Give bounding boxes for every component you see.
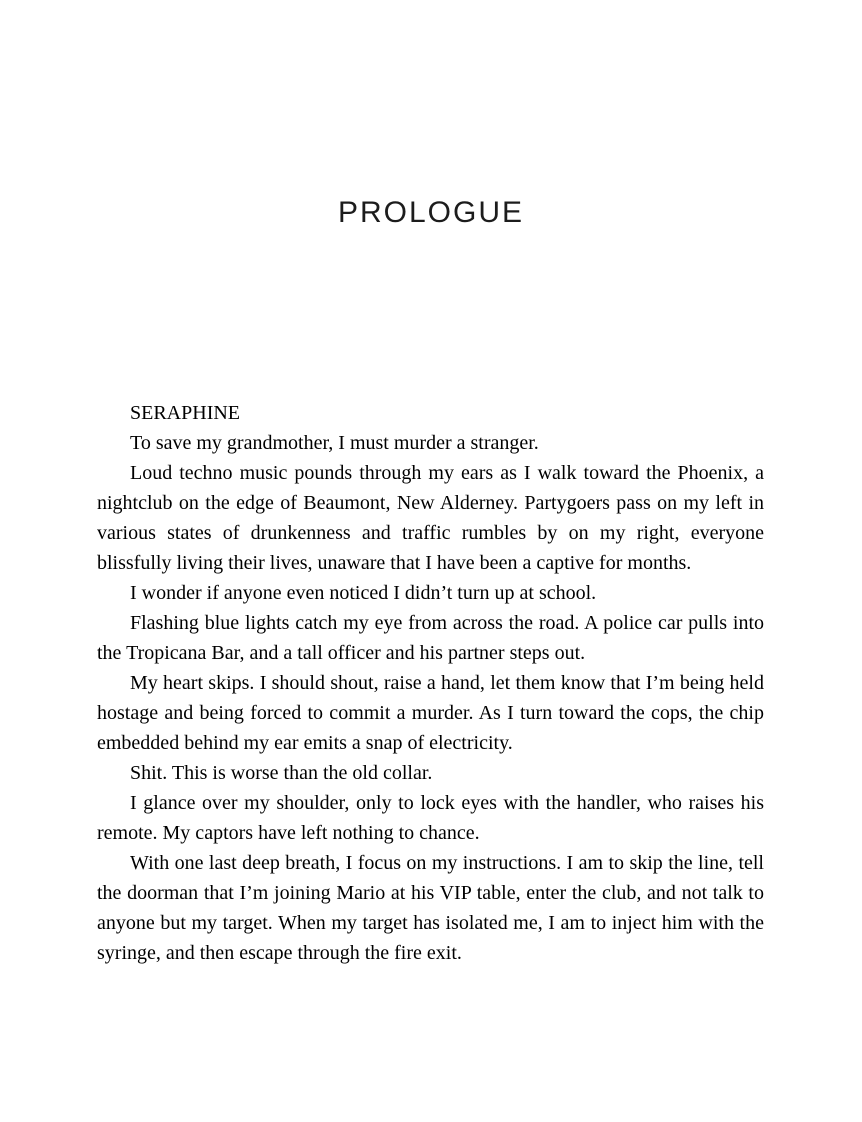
paragraph: My heart skips. I should shout, raise a hand, let them know that I’m being held hostage and being forced to commit a murder. As I turn toward the cops, the chip embedded behind my ear emits a snap of electricity.: [97, 672, 764, 754]
body-text: [97, 398, 764, 968]
paragraph: Loud techno music pounds through my ears as I walk toward the Phoenix, a nightclub on the edge of Beaumont, New Alderney. Partygoers pass on my left in various states of drunkenness and traffic rumbles by on my right, everyone blissfully living their lives, unaware that I have been a captive for months.: [97, 462, 764, 574]
paragraph: I wonder if anyone even noticed I didn’t turn up at school.: [130, 582, 597, 604]
paragraph: Shit. This is worse than the old collar.: [130, 762, 433, 784]
paragraph: With one last deep breath, I focus on my instructions. I am to skip the line, tell the doorman that I’m joining Mario at his VIP table, enter the club, and not talk to anyone but my target. When my target has isolated me, I am to inject him with the syringe, and then escape through the fire exit.: [97, 852, 764, 964]
section-header: SERAPHINE: [130, 402, 241, 424]
paragraph: To save my grandmother, I must murder a stranger.: [130, 432, 539, 454]
chapter-title: PROLOGUE: [337, 196, 525, 229]
paragraph: Flashing blue lights catch my eye from across the road. A police car pulls into the Tropicana Bar, and a tall officer and his partner steps out.: [97, 612, 764, 664]
paragraph-list: [97, 428, 764, 968]
paragraph: I glance over my shoulder, only to lock eyes with the handler, who raises his remote. My captors have left nothing to chance.: [97, 792, 764, 844]
